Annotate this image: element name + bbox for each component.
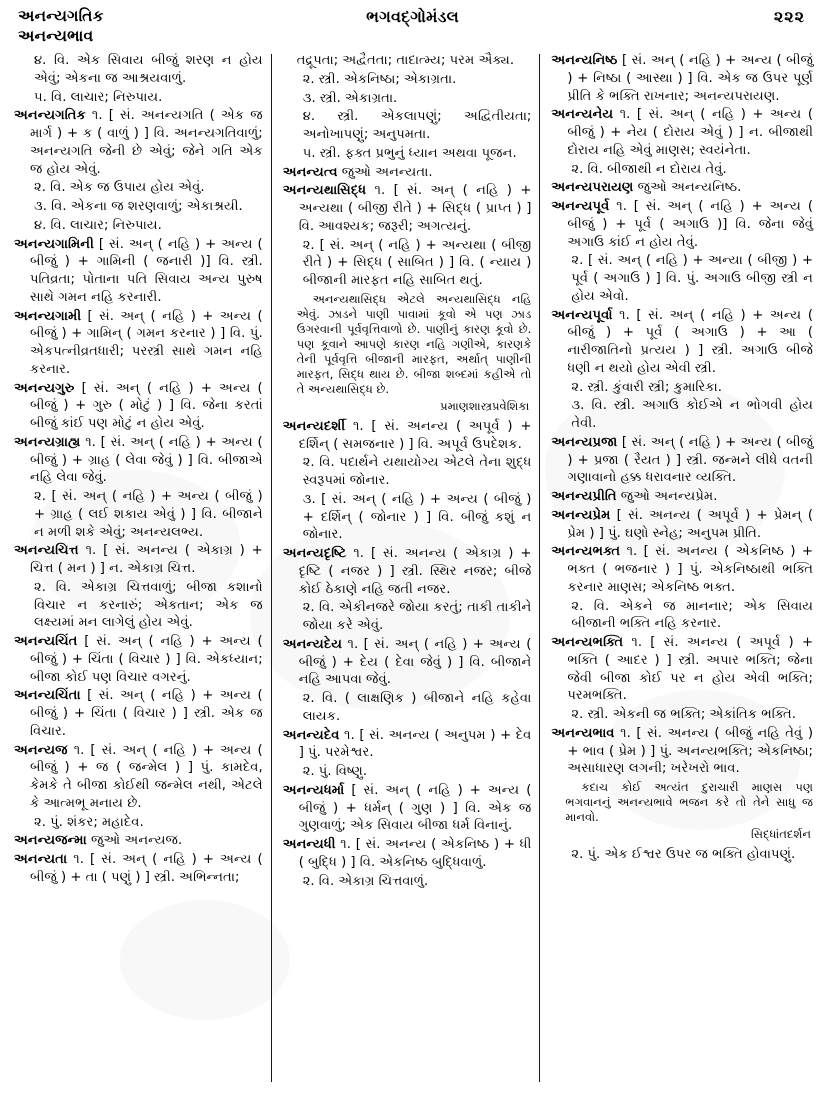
column-3 bbox=[541, 52, 815, 1087]
dictionary-entry bbox=[14, 742, 263, 813]
dictionary-entry bbox=[14, 236, 263, 307]
headword: અનન્યપૂર્વ bbox=[551, 199, 610, 214]
headword: અનન્યધર્મા bbox=[282, 782, 345, 798]
entry-body: [ સં. અન્ ( નહિ ) + અન્ય ( બીજું ) + ગુરુ ( મોટું ) ] વિ. જેના કરતાં બીજું કાંઈ પણ મોટું ન હોય એવું. bbox=[30, 380, 263, 431]
entry-body: [ સં. અન્ ( નહિ ) + અન્ય ( બીજું ) + ચિંતા ( વિચાર ) ] વિ. એકધ્યાન; બીજા કોઈ પણ વિચાર વગરનું. bbox=[30, 634, 263, 685]
sense-definition bbox=[289, 491, 532, 544]
headword: અનન્યત્વ bbox=[282, 164, 338, 180]
sense-definition bbox=[289, 454, 532, 490]
headword: અનન્યધી bbox=[282, 837, 336, 853]
sense-definition bbox=[289, 108, 532, 144]
entry-body: જુઓ અનન્યતા. bbox=[337, 164, 433, 180]
headword: અનન્યગામિની bbox=[14, 236, 94, 252]
entry-body: ૧. [ સં. અનન્યગતિ ( એક જ માર્ગ ) + ક ( વાળું ) ] વિ. અનન્યગતિવાળું; અનન્યગતિ જેની છે એવું; જેને ગતિ એક જ હોય એવું. bbox=[30, 108, 263, 177]
entry-body: ૨. સ્ત્રી. કુંવારી સ્ત્રી; કુમારિકા. bbox=[571, 379, 722, 395]
entry-body: ૨. વિ. એકને જ માનનાર; એક સિવાય બીજાની ભક્તિ નહિ કરનાર. bbox=[571, 598, 813, 632]
headword: અનન્યનિષ્ઠ bbox=[551, 53, 618, 68]
entry-body: ૨. પું. શંકર; મહાદેવ. bbox=[34, 814, 144, 830]
sense-definition bbox=[557, 706, 813, 724]
source-citation: પ્રમાણશાસ્ત્રપ્રવેશિકા bbox=[440, 399, 530, 414]
entry-body: જુઓ અનન્યજ. bbox=[86, 833, 183, 849]
entry-body: [ સં. અનન્ય ( અપૂર્વ ) + પ્રેમન્ ( પ્રેમ ) ] પું. ઘણો સ્નેહ; અનુપમ પ્રીતિ. bbox=[567, 507, 813, 541]
sense-definition bbox=[20, 217, 263, 235]
dictionary-entry bbox=[283, 636, 532, 689]
headword: અનન્યદેવ bbox=[282, 727, 340, 743]
dictionary-entry bbox=[14, 633, 263, 686]
headword: અનન્યનેય bbox=[551, 107, 614, 123]
dictionary-entry bbox=[551, 543, 813, 596]
entry-body: ૧. [ સં. અન્ ( નહિ ) + અન્ય ( બીજું ) + જ ( જન્મેલ ) ] પું. કામદેવ, કેમકે તે બીજા કોઈથી જન્મેલ નથી, એટલે કે આત્મભૂ મનાય છે. bbox=[30, 742, 263, 811]
entry-body: જુઓ અનન્યનિષ્ઠ. bbox=[633, 180, 742, 196]
sense-definition bbox=[289, 873, 532, 891]
entry-body: ૧. [ સં. અન્ ( નહિ ) + અન્ય ( બીજું ) + નેય ( દોરાય એવું ) ] ન. બીજાથી દોરાય નહિ એવું માણસ; સ્વયંનેતા. bbox=[567, 107, 813, 158]
entry-body: તદ્રૂપતા; અદ્વૈતતા; તાદાત્મ્ય; પરમ ઐક્ય. bbox=[296, 53, 515, 68]
dictionary-entry bbox=[14, 308, 263, 379]
headword: અનન્યપ્રજા bbox=[551, 434, 618, 450]
entry-body: ૧. [ સં. અનન્ય ( અનુપમ ) + દેવ ] પું. પરમેશ્વર. bbox=[298, 727, 532, 761]
headword: અનન્યચિંત bbox=[14, 634, 78, 649]
sense-definition bbox=[557, 598, 813, 634]
dictionary-entry bbox=[551, 634, 813, 705]
entry-body: ૨. પું. એક ઈશ્વર ઉપર જ ભક્તિ હોવાપણું. bbox=[571, 846, 796, 862]
dictionary-entry bbox=[14, 832, 263, 850]
entry-body: [ સં. અન્ ( નહિ ) + અન્ય ( બીજું ) + ચિંતા ( વિચાર ) ] સ્ત્રી. એક જ વિચાર. bbox=[30, 688, 263, 739]
sense-definition bbox=[557, 252, 813, 305]
entry-body: ૨. સ્ત્રી. એકની જ ભક્તિ; એકાંતિક ભક્તિ. bbox=[571, 707, 796, 722]
entry-body: ૨. [ સં. અન્ ( નહિ ) + અન્યથા ( બીજી રીતે ) + સિદ્ધ ( સાબિત ) ] વિ. ( ન્યાય ) બીજાની મારફત નહિ સાબિત થતું. bbox=[302, 237, 532, 288]
dictionary-entry bbox=[551, 488, 813, 506]
entry-body: ૨. પું. વિષ્ણુ. bbox=[302, 764, 368, 780]
headword: અનન્યજન્મા bbox=[14, 833, 87, 849]
dictionary-entry bbox=[14, 687, 263, 740]
entry-body: ૨. [ સં. અન્ ( નહિ ) + અન્યા ( બીજી ) + પૂર્વ ( અગાઉ ) ] વિ. પું. અગાઉ બીજી સ્ત્રી ન હોય એવો. bbox=[571, 253, 813, 304]
headword: અનન્યગામી bbox=[14, 308, 82, 324]
entry-body: ૧. [ સં. અન્ ( નહિ ) + અન્ય ( બીજું ) + પૂર્વ ( અગાઉ )] વિ. જેના જેવું અગાઉ કાંઈ ન હોય તેવું. bbox=[567, 199, 813, 250]
sense-definition bbox=[289, 237, 532, 290]
sense-definition bbox=[20, 579, 263, 632]
entry-body: ૫. સ્ત્રી. ફક્ત પ્રભુનું ધ્યાન અથવા પૂજન. bbox=[302, 145, 517, 161]
page-number: ૨૨૨ bbox=[773, 7, 805, 26]
headword: અનન્યથાસિદ્ધ bbox=[282, 183, 367, 199]
sense-definition bbox=[289, 90, 532, 108]
entry-body: ૧. [ સં. અનન્ય ( એકાગ્ર ) + દૃષ્ટિ ( નજર ) ] સ્ત્રી. સ્થિર નજર; બીજે કોઈ ઠેકાણે નહિ જતી નજર. bbox=[298, 546, 532, 597]
entry-body: ૨. વિ. એકાગ્ર ચિત્તવાળું. bbox=[302, 873, 429, 889]
headword: અનન્યપરાયણ bbox=[551, 180, 634, 196]
sense-definition bbox=[289, 763, 532, 781]
entry-body: ૨. વિ. બીજાથી ન દોરાય તેવું. bbox=[571, 161, 727, 177]
page-header bbox=[10, 6, 815, 52]
entry-body: ૧. [ સં. અનન્ય ( અપૂર્વ ) + દર્શિન્ ( સમજનાર ) ] વિ. અપૂર્વ ઉપદેશક. bbox=[298, 418, 532, 452]
dictionary-entry bbox=[283, 836, 532, 872]
headword: અનન્યચિંતા bbox=[14, 688, 81, 704]
headword: અનન્યપ્રીતિ bbox=[551, 489, 617, 504]
entry-body: ૧. [ સં. અન્ ( નહિ ) + અન્ય ( બીજું ) + દેય ( દેવા જેવું ) ] વિ. બીજાને નહિ આપવા જેવું. bbox=[298, 636, 532, 688]
entry-body: ૨. વિ. એકીનજરે જોયા કરતું; તાકી તાકીને જોયા કરે એવું. bbox=[302, 600, 532, 634]
entry-body: ૪. વિ. એક સિવાય બીજું શરણ ન હોય એવું; એકના જ આશ્રયવાળું. bbox=[34, 53, 263, 86]
entry-body: [ સં. અન્ ( નહિ ) + અન્ય ( બીજું ) + નિષ્ઠા ( આસ્થા ) ] વિ. એક જ ઉપર પૂર્ણ પ્રીતિ કે ભક્તિ રાખનાર; અનન્યપરાયણ. bbox=[567, 53, 813, 104]
sense-definition bbox=[557, 379, 813, 397]
headword: અનન્યગ્રાહ્ય bbox=[14, 434, 81, 450]
dictionary-entry bbox=[551, 106, 813, 159]
dictionary-entry bbox=[14, 851, 263, 887]
sense-definition bbox=[289, 690, 532, 726]
dictionary-entry bbox=[551, 307, 813, 378]
source-citation: સિદ્ધાંતદર્શન bbox=[750, 827, 811, 842]
entry-body: ૨. વિ. ( લાક્ષણિક ) બીજાને નહિ કહેવા લાયક. bbox=[302, 691, 532, 724]
entry-continuation bbox=[283, 52, 532, 70]
dictionary-entry bbox=[283, 182, 532, 235]
dictionary-entry bbox=[283, 418, 532, 454]
entry-body: ૧. [ સં. અનન્ય ( એકનિષ્ઠ ) + ધી ( બુદ્ધિ ) ] વિ. એકનિષ્ઠ બુદ્ધિવાળું. bbox=[298, 837, 532, 870]
headword: અનન્યભાવ bbox=[551, 725, 615, 741]
column-1 bbox=[10, 52, 271, 1087]
sense-definition bbox=[289, 599, 532, 635]
sense-definition bbox=[20, 52, 263, 88]
entry-body: ૧. [ સં. અન્ ( નહિ ) + અન્ય ( બીજું ) + ગ્રાહ ( લેવા જેવું ) ] વિ. બીજાએ નહિ લેવા જેવું. bbox=[30, 434, 263, 486]
entry-body: ૧. [ સં. અન્ ( નહિ ) + અન્યથા ( બીજી રીતે ) + સિદ્ધ ( પ્રાપ્ત ) ] વિ. આવશ્યક; જરૂરી; અગત્યનું. bbox=[298, 183, 532, 234]
entry-body: ૫. વિ. લાચાર; નિરુપાય. bbox=[34, 89, 163, 105]
sense-definition bbox=[289, 145, 532, 163]
headword: અનન્યચિત્ત bbox=[14, 543, 79, 559]
running-head-left-line1: અનન્યગતિક bbox=[18, 7, 104, 25]
entry-body: ૩. વિ. એકના જ શરણવાળું; એકાશ્રયી. bbox=[34, 199, 243, 214]
headword: અનન્યદૃષ્ટિ bbox=[282, 546, 347, 562]
entry-body: ૧. [ સં. અન્ ( નહિ ) + અન્ય ( બીજું ) + તા ( પણું ) ] સ્ત્રી. અભિન્નતા; bbox=[30, 852, 263, 885]
entry-body: ૨. વિ. પદાર્થને યથાયોગ્ય એટલે તેના શુદ્ધ સ્વરૂપમાં જોનાર. bbox=[302, 455, 532, 489]
headword: અનન્યભક્તિ bbox=[551, 635, 624, 650]
sense-definition bbox=[557, 161, 813, 179]
entry-body: ૪. સ્ત્રી. એકલાપણું; અદ્વિતીયતા; અનોખાપણું; અનુપમતા. bbox=[302, 109, 532, 142]
dictionary-entry bbox=[283, 782, 532, 835]
entry-body: ૩. [ સં. અન્ ( નહિ ) + અન્ય ( બીજું ) + દર્શિન્ ( જોનાર ) ] વિ. બીજું કશું ન જોનાર. bbox=[302, 491, 532, 543]
headword: અનન્યગતિક bbox=[14, 108, 86, 124]
book-title: ભગવદ્ગોમંડલ bbox=[366, 7, 459, 26]
dictionary-entry bbox=[551, 179, 813, 197]
entry-body: ૨. સ્ત્રી. એકનિષ્ઠા; એકાગ્રતા. bbox=[302, 71, 457, 87]
dictionary-entry bbox=[551, 198, 813, 251]
headword: અનન્યપૂર્વા bbox=[551, 307, 613, 323]
headword: અનન્યજ bbox=[14, 742, 68, 758]
entry-body: ૧. [ સં. અનન્ય ( એકાગ્ર ) + ચિત્ત ( મન ) ] ન. એકાગ્ર ચિત્ત. bbox=[30, 543, 263, 576]
quotation-block: અનન્યથાસિદ્ધ એટલે અન્યથાસિદ્ધ નહિ એવું. ઝાડને પાણી પાવામાં કૂવો એ પણ ઝાડ ઉગરવાની પૂર્વવૃત્તિવાળો છે. પાણીનું કારણ કૂવો છે. પણ કૂવાને આપણે કારણ નહિ ગણીએ, કારણકે તેની પૂર્વવૃત્તિ બીજાની મારફત, અર્થાત્ પાણીની મારફત, સિદ્ધ થાય છે. બીજા શબ્દમાં કહીએ તો તે અન્યથાસિદ્ધ છે. bbox=[296, 291, 532, 397]
entry-body: ૨. વિ. એક જ ઉપાય હોય એવું. bbox=[34, 180, 205, 196]
headword: અનન્યગુરુ bbox=[14, 380, 75, 396]
sense-definition bbox=[20, 814, 263, 832]
dictionary-entry bbox=[283, 545, 532, 598]
sense-definition bbox=[20, 488, 263, 541]
entry-body: ૧. [ સં. અન્ ( નહિ ) + અન્ય ( બીજું ) + પૂર્વ ( અગાઉ ) + આ ( નારીજાતિનો પ્રત્યય ) ] સ્ત્રી. અગાઉ બીજે ધણી ન થયો હોય એવી સ્ત્રી. bbox=[567, 307, 813, 376]
dictionary-entry bbox=[283, 727, 532, 763]
sense-definition bbox=[20, 179, 263, 197]
entry-body: [ સં. અન્ ( નહિ ) + અન્ય ( બીજું ) + પ્રજા ( રૈયત ) ] સ્ત્રી. જન્મને લીધે વતની ગણાવાનો હક્ક ધરાવનાર વ્યક્તિ. bbox=[567, 434, 813, 486]
entry-body: [ સં. અન્ ( નહિ ) + અન્ય ( બીજું ) + ગામિન્ ( ગમન કરનાર ) ] વિ. પું. એકપત્નીવ્રતધારી; પરસ્ત્રી સાથે ગમન નહિ કરનાર. bbox=[30, 308, 263, 377]
dictionary-entry bbox=[14, 542, 263, 578]
entry-body: ૩. સ્ત્રી. એકાગ્રતા. bbox=[302, 90, 398, 106]
dictionary-entry bbox=[551, 52, 813, 105]
sense-definition bbox=[557, 397, 813, 433]
dictionary-entry bbox=[14, 380, 263, 433]
headword: અનન્યપ્રેમ bbox=[551, 507, 611, 523]
columns-container bbox=[10, 52, 815, 1087]
headword: અનન્યતા bbox=[14, 852, 68, 867]
entry-body: ૧. [ સં. અનન્ય ( એકનિષ્ઠ ) + ભક્ત ( ભજનાર ) ] પું. એકનિષ્ઠાથી ભક્તિ કરનાર માણસ; એકનિષ્ઠ ભક્ત. bbox=[567, 544, 813, 595]
dictionary-entry bbox=[14, 434, 263, 487]
entry-body: જુઓ અનન્યપ્રેમ. bbox=[616, 489, 718, 504]
running-head-left-line2: અનન્યભાવ bbox=[18, 27, 94, 46]
dictionary-entry bbox=[551, 725, 813, 778]
entry-body: ૩. વિ. સ્ત્રી. અગાઉ કોઈએ ન ભોગવી હોય તેવી. bbox=[571, 398, 813, 431]
entry-body: [ સં. અન્ ( નહિ ) + અન્ય ( બીજું ) + ગામિની ( જનારી )] વિ. સ્ત્રી. પતિવ્રતા; પોતાના પતિ સિવાય અન્ય પુરુષ સાથે ગમન નહિ કરનારી. bbox=[30, 236, 263, 305]
entry-body: [ સં. અન્ ( નહિ ) + અન્ય ( બીજું ) + ધર્મન્ ( ગુણ ) ] વિ. એક જ ગુણવાળું; એક સિવાય બીજા ધર્મ વિનાનું. bbox=[298, 782, 532, 834]
column-2 bbox=[273, 52, 540, 1087]
sense-definition bbox=[289, 71, 532, 89]
quotation-block: કદાચ કોઈ અત્યંત દુરાચારી માણસ પણ ભગવાનનું અનન્યભાવે ભજન કરે તો તેને સાધુ જ માનવો. bbox=[565, 780, 813, 825]
headword: અનન્યદેય bbox=[282, 636, 343, 652]
dictionary-entry bbox=[551, 507, 813, 543]
sense-definition bbox=[20, 198, 263, 216]
entry-body: ૨. વિ. એકાગ્ર ચિત્તવાળું; બીજા કશાનો વિચાર ન કરનારું; એકતાન; એક જ લક્ષ્યમાં મન લાગેલું હોય એવું. bbox=[34, 579, 263, 631]
sense-definition bbox=[20, 89, 263, 107]
sense-definition bbox=[557, 846, 813, 864]
dictionary-entry bbox=[283, 164, 532, 182]
entry-body: ૪. વિ. લાચાર; નિરુપાય. bbox=[34, 217, 162, 233]
entry-body: ૧. [ સં. અનન્ય ( બીજું નહિ તેવું ) + ભાવ ( પ્રેમ ) ] પું. અનન્યભક્તિ; એકનિષ્ઠા; અસાધારણ લગની; ખરેખરો ભાવ. bbox=[567, 725, 813, 777]
dictionary-entry bbox=[551, 434, 813, 487]
entry-body: ૧. [ સં. અનન્ય ( અપૂર્વ ) + ભક્તિ ( આદર ) ] સ્ત્રી. અપાર ભક્તિ; જેના જેવી બીજા કોઈ પર ન હોય એવી ભક્તિ; પરમભક્તિ. bbox=[567, 635, 813, 704]
entry-body: ૨. [ સં. અન્ ( નહિ ) + અન્ય ( બીજું ) + ગ્રાહ ( લઈ શકાય એવું ) ] વિ. બીજાને ન મળી શકે એવું; અનન્યલભ્ય. bbox=[34, 489, 263, 540]
headword: અનન્યદર્શી bbox=[282, 418, 346, 434]
headword: અનન્યભક્ત bbox=[551, 544, 621, 560]
dictionary-entry bbox=[14, 107, 263, 178]
